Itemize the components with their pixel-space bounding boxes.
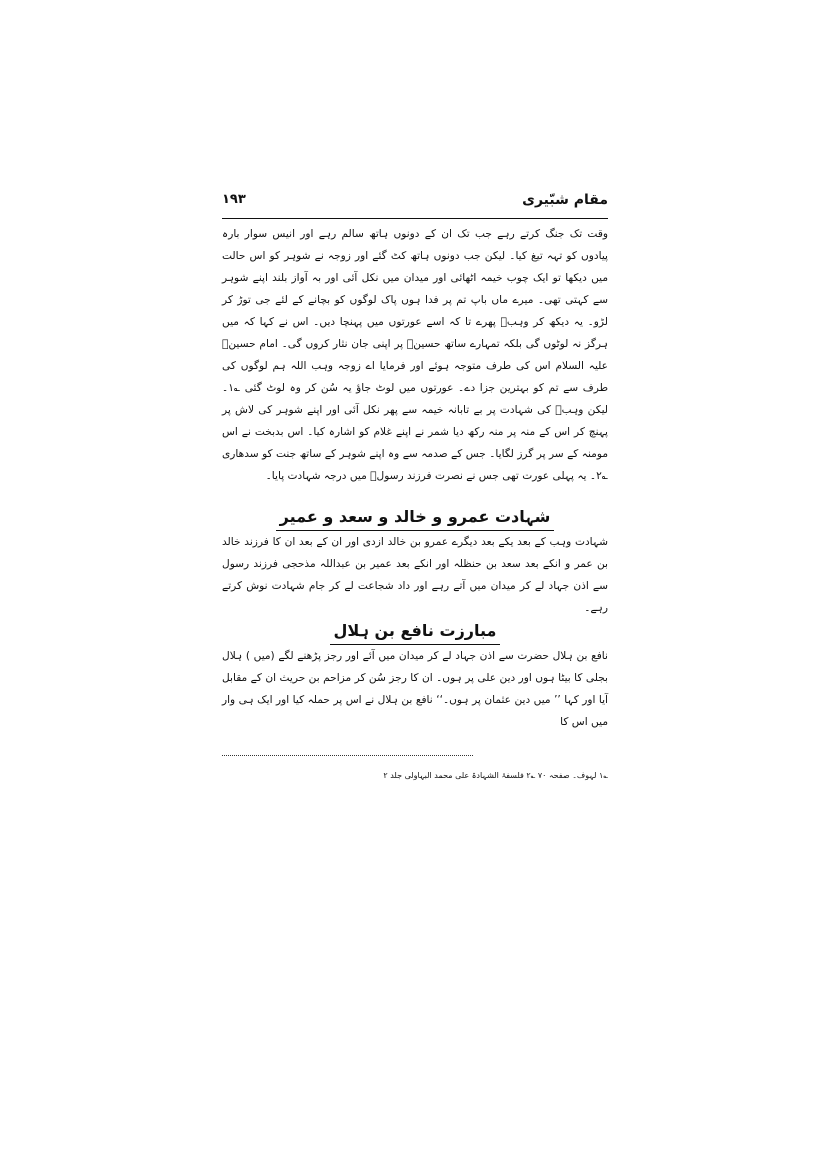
paragraph-wahab-wife: وقت تک جنگ کرتے رہے جب تک ان کے دونوں ہاتھ سالم رہے اور انیس سوار بارہ پیادوں کو تہہ تیغ کیا۔ لیکن جب دونوں ہاتھ کٹ گئے اور زوجہ نے شوہر کو اس حالت میں دیکھا تو ایک چوب خیمہ اٹھائی اور میدان میں نکل آئی اور بہ آواز بلند اپنے شوہر سے کہتی تھی۔ میرے ماں باپ تم پر فدا ہوں پاک لوگوں کو بچانے کے لئے جی توڑ کر لڑو۔ یہ دیکھ کر وہبؓ پھرے تا کہ اسے عورتوں میں پہنچا دیں۔ اس نے کہا کہ میں ہرگز نہ لوٹوں گی بلکہ تمہارے ساتھ حسینؑ پر اپنی جان نثار کروں گی۔ امام حسینؑ علیہ السلام اس کی طرف متوجہ ہوئے اور فرمایا اے زوجہ وہب اللہ ہم لوگوں کی طرف سے تم کو بہترین جزا دے۔ عورتوں میں لوٹ جاؤ یہ سُن کر وہ لوٹ گئی ؎۱۔ لیکن وہبؓ کی شہادت پر بے تابانہ خیمہ سے پھر نکل آئی اور اپنے شوہر کی لاش پر پہنچ کر اس کے منہ پر منہ رکھ دیا شمر نے اپنے غلام کو اشارہ کیا۔ اس بدبخت نے اس مومنہ کے سر پر گرز لگایا۔ جس کے صدمہ سے وہ اپنے شوہر کے ساتھ جنت کو سدھاری ؎۲۔ یہ پہلی عورت تھی جس نے نصرت فرزند رسولؐ میں درجہ شہادت پایا۔ bbox=[222, 228, 608, 482]
section-heading-text: شہادت عمرو و خالد و سعد و عمیر bbox=[276, 505, 555, 531]
footnotes: ؎۱ لہوف۔ صفحہ ۷۰ ؎۲ فلسفۂ الشہادۃ علی محمد البہاولی جلد ۲ bbox=[383, 771, 608, 780]
section-heading-amr-khalid bbox=[222, 505, 608, 531]
page-number: ۱۹۳ bbox=[222, 192, 246, 207]
paragraph-martyrs-list: شہادت وہب کے بعد یکے بعد دیگرے عمرو بن خالد ازدی اور ان کے بعد ان کا فرزند خالد بن عمر و انکے بعد سعد بن حنظلہ اور انکے بعد عمیر بن عبداللہ مذحجی فرزند رسول سے اذن جہاد لے کر میدان میں آتے رہے اور داد شجاعت لے کر جام شہادت نوش کرتے رہے۔ bbox=[222, 536, 608, 614]
section-heading-nafi bbox=[222, 619, 608, 645]
section-heading-text: مبارزت نافع بن ہلال bbox=[330, 619, 501, 645]
book-page bbox=[222, 188, 608, 782]
footnote-divider bbox=[222, 755, 473, 756]
running-title: مقام شبّیری bbox=[522, 192, 608, 208]
running-head bbox=[222, 188, 608, 219]
paragraph-nafi-bin-hilal: نافع بن ہلال حضرت سے اذن جہاد لے کر میدان میں آئے اور رجز پڑھنے لگے (میں ) ہلال بجلی کا بیٹا ہوں اور دین علی پر ہوں۔ ان کا رجز سُن کر مزاحم بن حریث ان کے مقابل آیا اور کہا ’’ میں دین عثمان پر ہوں۔‘‘ نافع بن ہلال نے اس پر حملہ کیا اور ایک ہی وار میں اس کا bbox=[222, 650, 608, 728]
